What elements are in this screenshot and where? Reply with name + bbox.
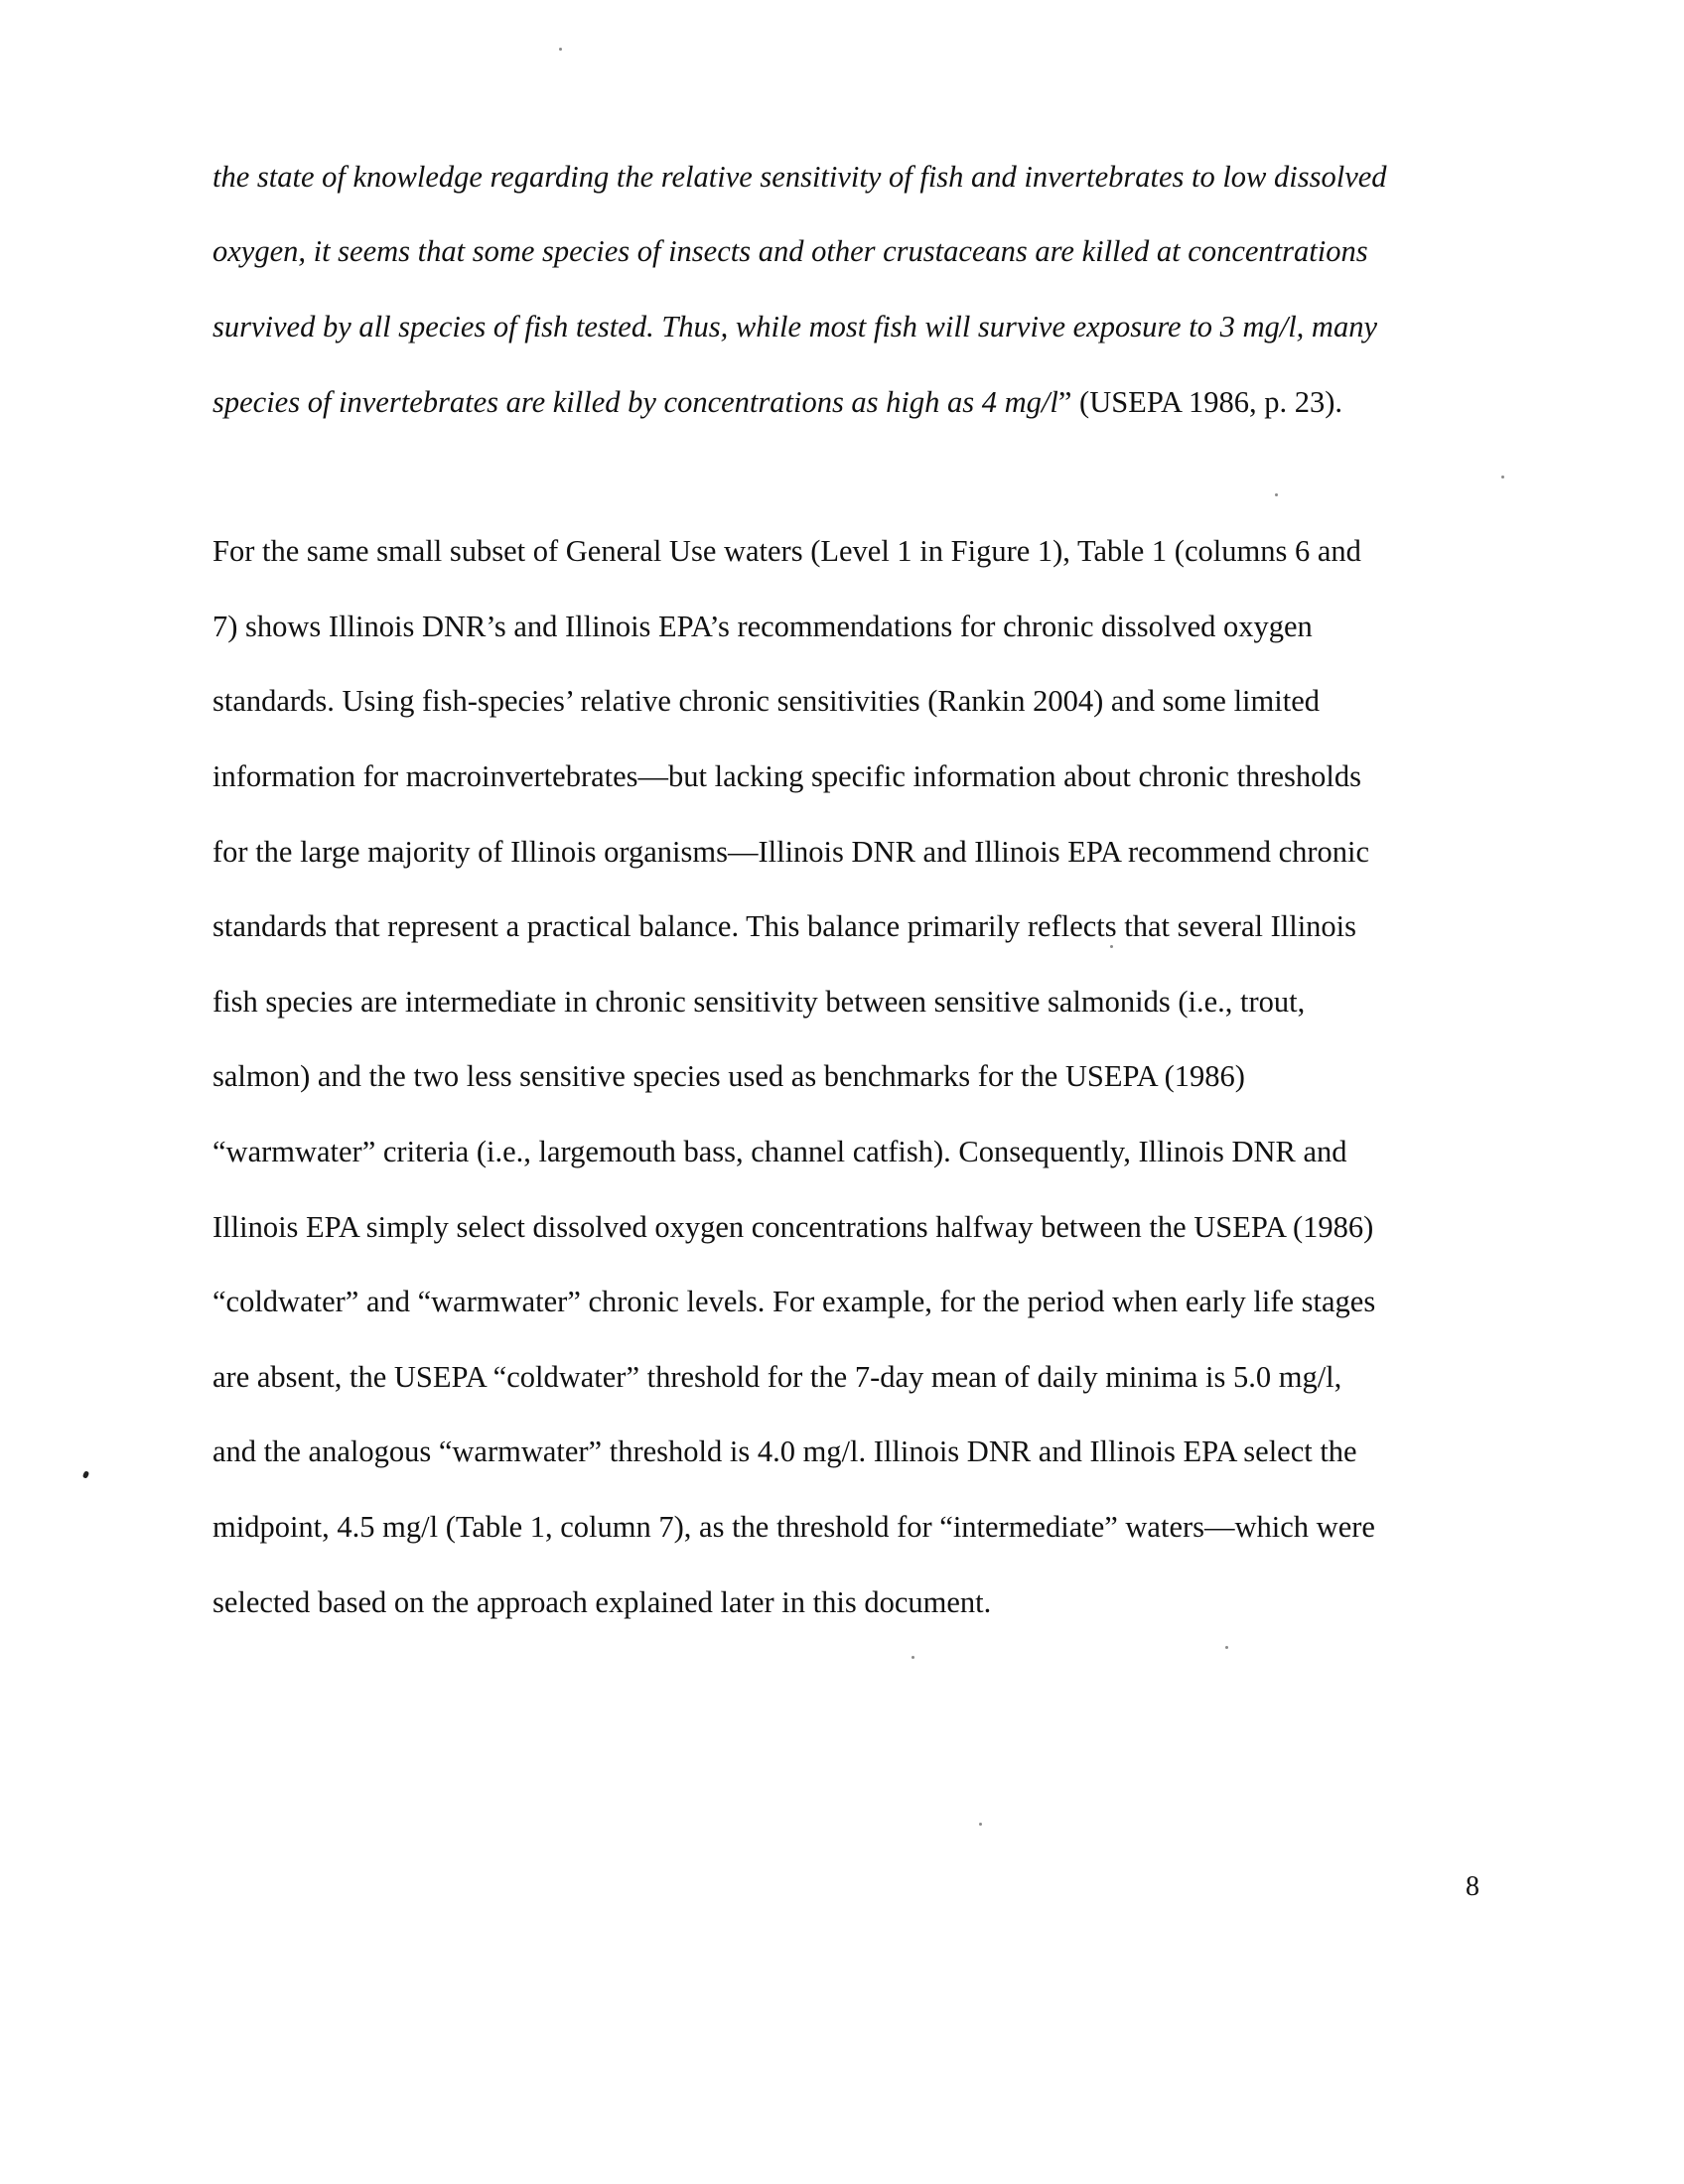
paragraph-line: 7) shows Illinois DNR’s and Illinois EPA’s recommendations for chronic dissolved oxygen <box>212 610 1313 643</box>
paragraph-line: Illinois EPA simply select dissolved oxygen concentrations halfway between the USEPA (1986) <box>212 1210 1374 1244</box>
scan-speck <box>82 1470 89 1478</box>
quote-line-last <box>212 382 1342 422</box>
paragraph-line: “warmwater” criteria (i.e., largemouth bass, channel catfish). Consequently, Illinois DNR and <box>212 1135 1347 1168</box>
scan-speck <box>1225 1646 1228 1649</box>
scan-speck <box>559 48 562 51</box>
scan-speck <box>1110 945 1113 948</box>
paragraph-line: midpoint, 4.5 mg/l (Table 1, column 7), as the threshold for “intermediate” waters—which were <box>212 1510 1375 1544</box>
scan-speck <box>979 1823 982 1826</box>
paragraph-line: For the same small subset of General Use waters (Level 1 in Figure 1), Table 1 (columns 6 and <box>212 534 1361 568</box>
paragraph-line: information for macroinvertebrates—but lacking specific information about chronic thresholds <box>212 759 1361 793</box>
paragraph-line: and the analogous “warmwater” threshold is 4.0 mg/l. Illinois DNR and Illinois EPA select the <box>212 1434 1357 1468</box>
scan-speck <box>912 1656 914 1659</box>
quote-citation: ” (USEPA 1986, p. 23). <box>1057 385 1342 419</box>
quote-line: oxygen, it seems that some species of insects and other crustaceans are killed at concentrations <box>212 234 1368 268</box>
paragraph-line: are absent, the USEPA “coldwater” threshold for the 7-day mean of daily minima is 5.0 mg/l, <box>212 1360 1342 1394</box>
paragraph-line: “coldwater” and “warmwater” chronic levels. For example, for the period when early life stages <box>212 1285 1376 1318</box>
quote-line: survived by all species of fish tested. Thus, while most fish will survive exposure to 3 mg/l, many <box>212 310 1377 343</box>
scan-speck <box>1501 476 1504 478</box>
paragraph-line: selected based on the approach explained later in this document. <box>212 1585 992 1619</box>
paragraph-line: fish species are intermediate in chronic sensitivity between sensitive salmonids (i.e., trout, <box>212 985 1306 1019</box>
page-number: 8 <box>1466 1871 1479 1902</box>
scan-speck <box>1275 493 1278 496</box>
paragraph-line: for the large majority of Illinois organisms—Illinois DNR and Illinois EPA recommend chronic <box>212 835 1370 869</box>
paragraph-line: standards that represent a practical balance. This balance primarily reflects that several Illinois <box>212 909 1357 943</box>
quote-line: the state of knowledge regarding the relative sensitivity of fish and invertebrates to low dissolved <box>212 160 1387 194</box>
paragraph-line: salmon) and the two less sensitive species used as benchmarks for the USEPA (1986) <box>212 1059 1245 1093</box>
quote-text-end: species of invertebrates are killed by concentrations as high as 4 mg/l <box>212 385 1058 419</box>
paragraph-line: standards. Using fish-species’ relative chronic sensitivities (Rankin 2004) and some limited <box>212 684 1320 718</box>
